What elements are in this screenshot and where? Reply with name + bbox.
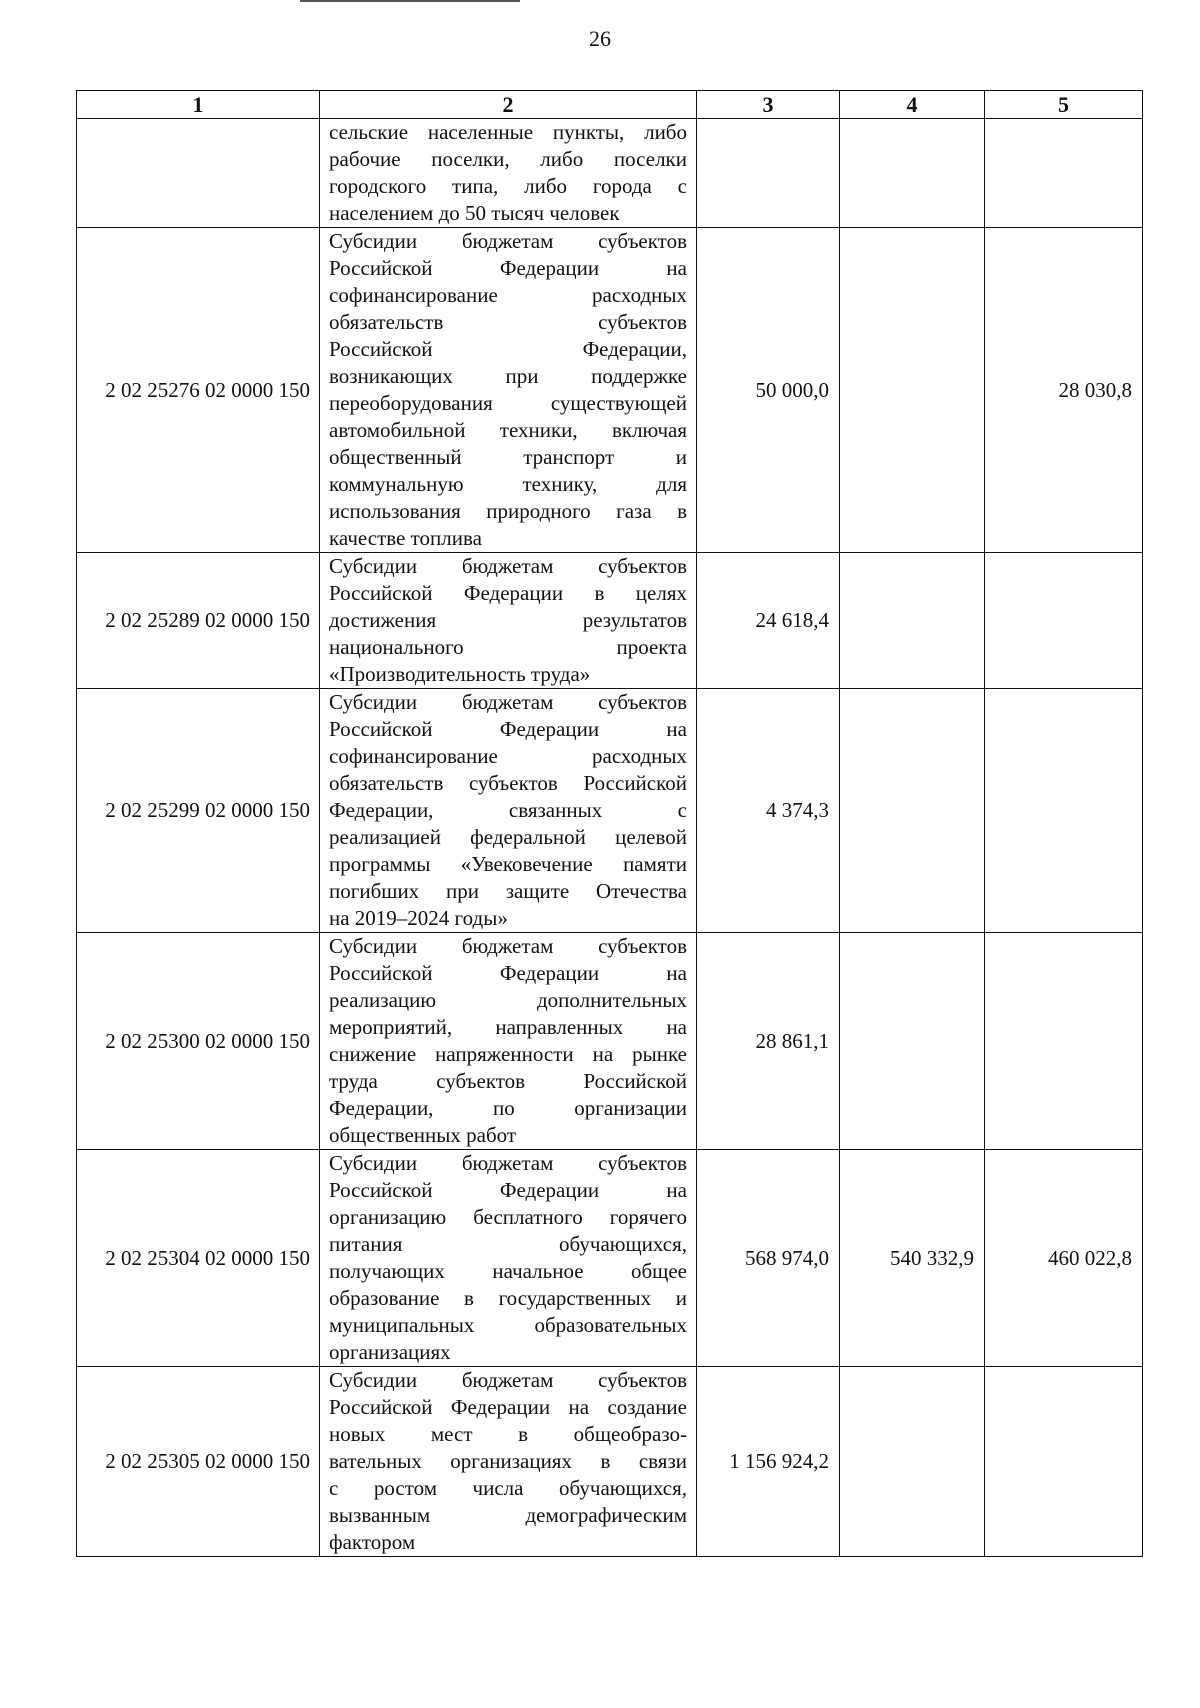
row-code: 2 02 25300 02 0000 150 xyxy=(77,933,320,1150)
row-name-line: программы «Увековечение памяти xyxy=(329,852,687,876)
table-row xyxy=(77,553,1143,689)
row-name-line: обязательств субъектов Российской xyxy=(329,771,687,795)
table-row xyxy=(77,228,1143,553)
table-row xyxy=(77,933,1143,1150)
row-value-col-5: 460 022,8 xyxy=(985,1150,1143,1367)
row-value-col-4 xyxy=(840,689,985,933)
budget-table xyxy=(76,90,1143,1557)
row-name-line: Российской Федерации на создание xyxy=(329,1395,687,1419)
row-name-line: Субсидии бюджетам субъектов xyxy=(329,1151,687,1175)
row-code: 2 02 25305 02 0000 150 xyxy=(77,1367,320,1557)
row-name-line: использования природного газа в xyxy=(329,499,687,523)
table-row xyxy=(77,1150,1143,1367)
row-name-line: новых мест в общеобразо- xyxy=(329,1422,687,1446)
row-name-line: Федерации, связанных с xyxy=(329,798,687,822)
row-name-line: Российской Федерации, xyxy=(329,337,687,361)
row-name-line: труда субъектов Российской xyxy=(329,1069,687,1093)
row-value-col-3: 4 374,3 xyxy=(697,689,840,933)
table-body xyxy=(77,119,1143,1557)
header-col-3: 3 xyxy=(697,91,840,119)
row-name-line: Субсидии бюджетам субъектов xyxy=(329,934,687,958)
row-name-line: автомобильной техники, включая xyxy=(329,418,687,442)
row-name-line: на 2019–2024 годы» xyxy=(329,906,508,930)
row-name-line: Субсидии бюджетам субъектов xyxy=(329,690,687,714)
row-name-line: погибших при защите Отечества xyxy=(329,879,687,903)
table-row xyxy=(77,689,1143,933)
row-name xyxy=(320,1150,697,1367)
row-name-line: питания обучающихся, xyxy=(329,1232,687,1256)
row-value-col-4 xyxy=(840,1367,985,1557)
row-name-line: фактором xyxy=(329,1530,416,1554)
table-row xyxy=(77,119,1143,228)
row-name xyxy=(320,119,697,228)
row-name-line: вызванным демографическим xyxy=(329,1503,687,1527)
row-name-line: рабочие поселки, либо поселки xyxy=(329,147,687,171)
header-col-4: 4 xyxy=(840,91,985,119)
row-name-line: переоборудования существующей xyxy=(329,391,687,415)
row-name xyxy=(320,933,697,1150)
row-value-col-5: 28 030,8 xyxy=(985,228,1143,553)
row-name xyxy=(320,689,697,933)
row-name-line: Российской Федерации на xyxy=(329,961,687,985)
row-name-line: Российской Федерации на xyxy=(329,717,687,741)
row-name xyxy=(320,553,697,689)
row-value-col-5 xyxy=(985,933,1143,1150)
row-value-col-5 xyxy=(985,553,1143,689)
table-header-row xyxy=(77,91,1143,119)
row-value-col-5 xyxy=(985,119,1143,228)
row-value-col-3: 50 000,0 xyxy=(697,228,840,553)
row-name-line: Федерации, по организации xyxy=(329,1096,687,1120)
row-name-line: мероприятий, направленных на xyxy=(329,1015,687,1039)
row-value-col-3: 1 156 924,2 xyxy=(697,1367,840,1557)
header-col-5: 5 xyxy=(985,91,1143,119)
row-name-line: населением до 50 тысяч человек xyxy=(329,201,620,225)
row-code: 2 02 25276 02 0000 150 xyxy=(77,228,320,553)
row-value-col-4 xyxy=(840,228,985,553)
row-name-line: Субсидии бюджетам субъектов xyxy=(329,229,687,253)
row-value-col-3: 24 618,4 xyxy=(697,553,840,689)
row-code xyxy=(77,119,320,228)
row-name-line: получающих начальное общее xyxy=(329,1259,687,1283)
row-name-line: достижения результатов xyxy=(329,608,687,632)
row-value-col-3 xyxy=(697,119,840,228)
header-col-1: 1 xyxy=(77,91,320,119)
scan-edge-line xyxy=(300,0,520,2)
row-value-col-5 xyxy=(985,689,1143,933)
row-name-line: организацию бесплатного горячего xyxy=(329,1205,687,1229)
row-name-line: организациях xyxy=(329,1340,451,1364)
row-name-line: Российской Федерации на xyxy=(329,256,687,280)
row-name-line: сельские населенные пункты, либо xyxy=(329,120,687,144)
row-name-line: Российской Федерации на xyxy=(329,1178,687,1202)
row-name-line: вательных организациях в связи xyxy=(329,1449,687,1473)
row-name-line: возникающих при поддержке xyxy=(329,364,687,388)
row-code: 2 02 25304 02 0000 150 xyxy=(77,1150,320,1367)
row-code: 2 02 25299 02 0000 150 xyxy=(77,689,320,933)
header-col-2: 2 xyxy=(320,91,697,119)
row-name-line: Субсидии бюджетам субъектов xyxy=(329,1368,687,1392)
row-name xyxy=(320,228,697,553)
row-name xyxy=(320,1367,697,1557)
row-name-line: муниципальных образовательных xyxy=(329,1313,687,1337)
row-name-line: софинансирование расходных xyxy=(329,283,687,307)
row-name-line: с ростом числа обучающихся, xyxy=(329,1476,687,1500)
row-name-line: реализацию дополнительных xyxy=(329,988,687,1012)
row-name-line: «Производительность труда» xyxy=(329,662,591,686)
row-value-col-4: 540 332,9 xyxy=(840,1150,985,1367)
row-value-col-3: 568 974,0 xyxy=(697,1150,840,1367)
row-name-line: качестве топлива xyxy=(329,526,482,550)
row-value-col-3: 28 861,1 xyxy=(697,933,840,1150)
row-value-col-4 xyxy=(840,933,985,1150)
row-name-line: софинансирование расходных xyxy=(329,744,687,768)
row-name-line: коммунальную технику, для xyxy=(329,472,687,496)
row-name-line: снижение напряженности на рынке xyxy=(329,1042,687,1066)
row-code: 2 02 25289 02 0000 150 xyxy=(77,553,320,689)
row-name-line: национального проекта xyxy=(329,635,687,659)
row-name-line: общественных работ xyxy=(329,1123,517,1147)
row-name-line: реализацией федеральной целевой xyxy=(329,825,687,849)
row-value-col-4 xyxy=(840,553,985,689)
row-name-line: Субсидии бюджетам субъектов xyxy=(329,554,687,578)
page-number: 26 xyxy=(589,26,611,51)
row-name-line: общественный транспорт и xyxy=(329,445,687,469)
table-row xyxy=(77,1367,1143,1557)
row-name-line: городского типа, либо города с xyxy=(329,174,687,198)
row-name-line: Российской Федерации в целях xyxy=(329,581,687,605)
row-value-col-4 xyxy=(840,119,985,228)
row-name-line: обязательств субъектов xyxy=(329,310,687,334)
row-value-col-5 xyxy=(985,1367,1143,1557)
row-name-line: образование в государственных и xyxy=(329,1286,687,1310)
